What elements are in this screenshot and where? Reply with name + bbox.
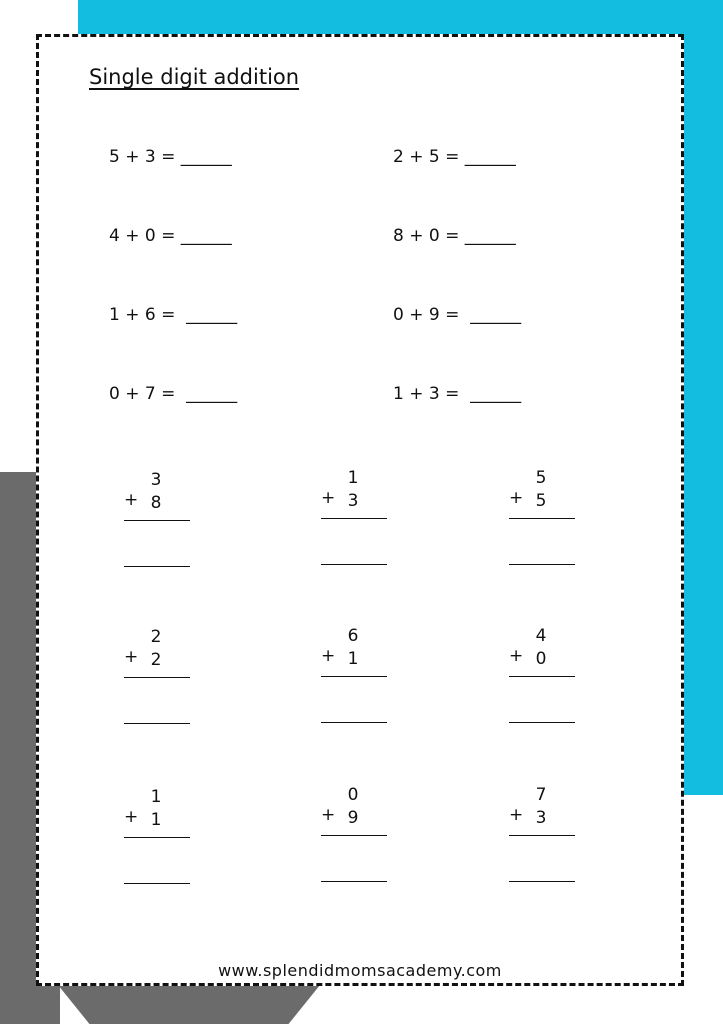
- problem-4: 8 + 0 = ______: [393, 226, 516, 246]
- sum-line: [124, 837, 190, 838]
- worksheet-title: Single digit addition: [89, 65, 300, 89]
- sum-line: [321, 518, 387, 519]
- addend-top: 2: [150, 627, 162, 647]
- addend-bottom: 2: [150, 650, 162, 670]
- plus-sign: +: [509, 805, 524, 825]
- problem-2: 2 + 5 = ______: [393, 147, 516, 167]
- addend-bottom: 5: [535, 491, 547, 511]
- addend-bottom: 9: [347, 808, 359, 828]
- addend-bottom: 1: [347, 649, 359, 669]
- plus-sign: +: [509, 488, 524, 508]
- addend-top: 7: [535, 785, 547, 805]
- addend-bottom: 8: [150, 493, 162, 513]
- problem-1: 5 + 3 = ______: [109, 147, 232, 167]
- answer-line: [509, 881, 575, 882]
- addend-bottom: 0: [535, 649, 547, 669]
- addend-bottom: 3: [535, 808, 547, 828]
- plus-sign: +: [321, 646, 336, 666]
- addend-bottom: 3: [347, 491, 359, 511]
- answer-line: [509, 722, 575, 723]
- sum-line: [124, 677, 190, 678]
- answer-line: [509, 564, 575, 565]
- plus-sign: +: [321, 488, 336, 508]
- sum-line: [124, 520, 190, 521]
- addend-bottom: 1: [150, 810, 162, 830]
- problem-6: 0 + 9 = ______: [393, 305, 522, 325]
- problem-5: 1 + 6 = ______: [109, 305, 238, 325]
- plus-sign: +: [509, 646, 524, 666]
- addend-top: 5: [535, 468, 547, 488]
- worksheet: [36, 34, 684, 986]
- answer-line: [321, 881, 387, 882]
- plus-sign: +: [124, 647, 139, 667]
- answer-line: [124, 723, 190, 724]
- addend-top: 0: [347, 785, 359, 805]
- problem-8: 1 + 3 = ______: [393, 384, 522, 404]
- problem-3: 4 + 0 = ______: [109, 226, 232, 246]
- website-footer: www.splendidmomsacademy.com: [218, 961, 502, 980]
- addend-top: 1: [150, 787, 162, 807]
- addend-top: 3: [150, 470, 162, 490]
- decorative-gray-bottom: [58, 985, 320, 1024]
- addend-top: 6: [347, 626, 359, 646]
- sum-line: [509, 518, 575, 519]
- answer-line: [124, 566, 190, 567]
- answer-line: [321, 564, 387, 565]
- answer-line: [321, 722, 387, 723]
- problem-7: 0 + 7 = ______: [109, 384, 238, 404]
- plus-sign: +: [124, 490, 139, 510]
- addend-top: 1: [347, 468, 359, 488]
- sum-line: [321, 676, 387, 677]
- answer-line: [124, 883, 190, 884]
- sum-line: [509, 835, 575, 836]
- plus-sign: +: [321, 805, 336, 825]
- sum-line: [509, 676, 575, 677]
- sum-line: [321, 835, 387, 836]
- addend-top: 4: [535, 626, 547, 646]
- plus-sign: +: [124, 807, 139, 827]
